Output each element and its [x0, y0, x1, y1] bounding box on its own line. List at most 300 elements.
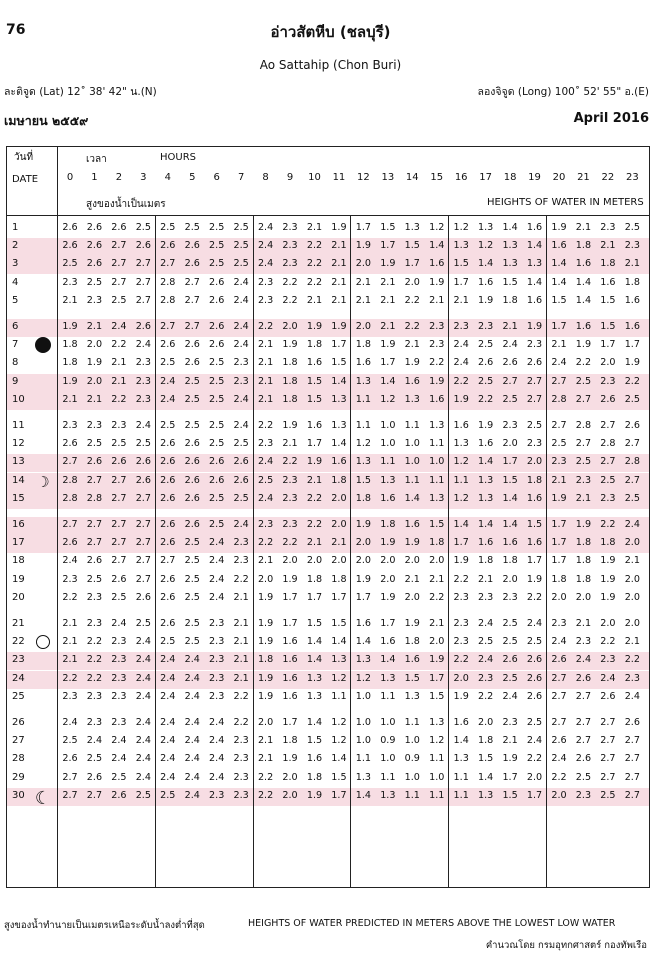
height-cell: 1.9 — [331, 222, 347, 233]
height-cell: 1.6 — [478, 276, 494, 288]
height-cell: 2.3 — [111, 672, 127, 684]
height-cell: 2.6 — [160, 492, 176, 504]
height-cell: 1.1 — [404, 789, 420, 801]
height-cell: 1.2 — [355, 672, 372, 684]
height-cell: 1.3 — [478, 474, 494, 486]
height-cell: 2.5 — [624, 393, 640, 405]
height-cell: 2.5 — [551, 438, 567, 450]
height-cell: 2.5 — [184, 222, 200, 233]
height-cell: 2.1 — [575, 492, 592, 504]
height-cell: 2.3 — [233, 357, 249, 369]
height-cell: 1.5 — [331, 618, 347, 629]
height-cell: 2.3 — [233, 537, 249, 549]
row-date: 10 — [12, 393, 25, 405]
height-cell: 2.2 — [282, 294, 298, 306]
height-cell: 2.7 — [111, 258, 127, 270]
height-cell: 2.5 — [184, 591, 200, 603]
height-cell: 2.4 — [160, 393, 176, 405]
height-cell: 2.7 — [111, 240, 127, 252]
height-cell: 2.5 — [600, 789, 616, 801]
height-cell: 1.2 — [355, 438, 372, 450]
height-cell: 2.7 — [600, 771, 616, 783]
row-date: 17 — [12, 537, 25, 549]
table-row — [0, 277, 661, 295]
height-cell: 1.9 — [86, 357, 103, 369]
height-cell: 2.3 — [257, 276, 274, 288]
height-cell: 2.4 — [135, 753, 151, 765]
height-cell: 1.1 — [429, 753, 445, 765]
height-cell: 1.9 — [380, 258, 396, 270]
hour-header: 19 — [528, 172, 541, 183]
height-cell: 2.4 — [160, 654, 176, 666]
height-cell: 1.5 — [600, 294, 616, 306]
height-cell: 2.4 — [526, 618, 543, 629]
height-cell: 1.8 — [575, 537, 592, 549]
height-cell: 2.2 — [62, 672, 78, 684]
height-cell: 2.4 — [160, 753, 176, 765]
height-cell: 2.6 — [160, 573, 176, 585]
height-cell: 2.7 — [600, 420, 616, 431]
height-cell: 2.4 — [160, 735, 176, 747]
height-cell: 2.1 — [624, 555, 640, 567]
height-cell: 1.9 — [526, 573, 543, 585]
height-cell: 1.8 — [306, 573, 323, 585]
height-cell: 1.7 — [551, 537, 567, 549]
height-cell: 1.6 — [624, 321, 640, 332]
height-cell: 2.3 — [526, 438, 543, 450]
header-day-thai: วันที่ — [14, 152, 34, 163]
height-cell: 2.5 — [257, 474, 274, 486]
height-cell: 2.7 — [600, 456, 616, 468]
height-cell: 1.1 — [355, 420, 372, 431]
height-cell: 2.1 — [355, 294, 372, 306]
height-cell: 2.0 — [355, 321, 372, 332]
height-cell: 2.7 — [62, 771, 78, 783]
height-cell: 2.8 — [160, 276, 176, 288]
height-cell: 2.4 — [233, 276, 249, 288]
height-cell: 2.0 — [624, 618, 640, 629]
height-cell: 2.8 — [62, 474, 78, 486]
height-cell: 1.6 — [453, 717, 469, 728]
height-cell: 2.4 — [184, 753, 200, 765]
height-cell: 2.4 — [160, 717, 176, 728]
table-row — [0, 787, 661, 809]
height-cell: 1.3 — [380, 672, 396, 684]
height-cell: 2.3 — [233, 789, 249, 801]
height-cell: 2.3 — [526, 339, 543, 351]
height-cell: 2.3 — [600, 654, 616, 666]
height-cell: 2.3 — [209, 618, 225, 629]
height-cell: 1.4 — [575, 294, 592, 306]
height-cell: 2.5 — [233, 492, 249, 504]
height-cell: 1.9 — [355, 519, 372, 530]
height-cell: 2.3 — [257, 519, 274, 530]
height-cell: 2.4 — [209, 555, 225, 567]
table-row — [0, 339, 661, 357]
height-cell: 1.3 — [380, 789, 396, 801]
hour-header: 17 — [479, 172, 492, 183]
height-cell: 2.3 — [575, 636, 592, 648]
height-cell: 1.8 — [306, 771, 323, 783]
height-cell: 2.1 — [111, 357, 127, 369]
height-cell: 2.5 — [111, 438, 127, 450]
height-cell: 2.4 — [135, 690, 151, 702]
height-cell: 2.0 — [526, 456, 543, 468]
hour-header: 14 — [405, 172, 419, 183]
height-cell: 2.2 — [257, 771, 274, 783]
height-cell: 1.9 — [526, 321, 543, 332]
height-cell: 2.5 — [135, 618, 151, 629]
height-cell: 2.7 — [600, 717, 616, 728]
height-cell: 2.8 — [551, 393, 567, 405]
height-cell: 1.9 — [355, 240, 372, 252]
height-cell: 2.4 — [62, 555, 78, 567]
height-cell: 2.6 — [233, 456, 249, 468]
height-cell: 1.9 — [257, 672, 274, 684]
height-cell: 1.0 — [380, 717, 396, 728]
height-cell: 2.2 — [478, 690, 494, 702]
height-cell: 1.0 — [380, 420, 396, 431]
height-cell: 2.2 — [257, 789, 274, 801]
height-cell: 1.6 — [355, 618, 372, 629]
height-cell: 2.3 — [282, 222, 298, 233]
height-cell: 1.6 — [624, 294, 640, 306]
height-cell: 1.7 — [453, 537, 469, 549]
height-cell: 2.0 — [282, 321, 298, 332]
hour-header: 8 — [262, 172, 269, 183]
height-cell: 2.2 — [282, 537, 298, 549]
height-cell: 2.2 — [282, 276, 298, 288]
height-cell: 2.5 — [502, 618, 518, 629]
height-cell: 2.2 — [429, 357, 445, 369]
hour-header: 2 — [115, 172, 123, 183]
height-cell: 2.0 — [355, 258, 372, 270]
height-cell: 1.5 — [380, 222, 396, 233]
height-cell: 1.6 — [404, 519, 420, 530]
height-cell: 1.1 — [453, 474, 469, 486]
height-cell: 2.8 — [86, 492, 103, 504]
height-cell: 2.5 — [209, 420, 225, 431]
height-cell: 2.3 — [600, 222, 616, 233]
height-cell: 2.2 — [478, 393, 494, 405]
height-cell: 2.6 — [551, 654, 567, 666]
height-cell: 2.1 — [86, 393, 103, 405]
row-date: 2 — [12, 240, 19, 252]
height-cell: 2.0 — [306, 555, 323, 567]
height-cell: 1.3 — [478, 789, 494, 801]
height-cell: 1.8 — [306, 339, 323, 351]
height-cell: 2.0 — [355, 537, 372, 549]
height-cell: 1.2 — [331, 672, 347, 684]
height-cell: 2.7 — [551, 690, 567, 702]
height-cell: 1.7 — [404, 258, 420, 270]
height-cell: 2.3 — [209, 636, 225, 648]
height-cell: 2.3 — [282, 240, 298, 252]
height-cell: 2.4 — [184, 771, 200, 783]
height-cell: 2.1 — [331, 240, 347, 252]
height-cell: 2.7 — [624, 474, 640, 486]
height-cell: 1.0 — [404, 456, 420, 468]
height-cell: 1.4 — [355, 789, 372, 801]
height-cell: 1.9 — [478, 420, 494, 431]
height-cell: 2.3 — [453, 591, 469, 603]
height-cell: 2.6 — [209, 321, 225, 332]
height-cell: 2.2 — [306, 519, 323, 530]
height-cell: 2.2 — [86, 654, 103, 666]
height-cell: 2.5 — [184, 537, 200, 549]
height-cell: 2.1 — [429, 294, 445, 306]
height-cell: 2.3 — [453, 618, 469, 629]
height-cell: 2.4 — [551, 636, 567, 648]
height-cell: 2.5 — [209, 258, 225, 270]
height-cell: 1.5 — [429, 519, 445, 530]
height-cell: 2.1 — [282, 438, 298, 450]
table-row — [0, 592, 661, 610]
height-cell: 2.6 — [184, 492, 200, 504]
hour-header: 7 — [237, 172, 245, 183]
height-cell: 2.7 — [111, 555, 127, 567]
height-cell: 1.7 — [502, 456, 518, 468]
height-cell: 2.3 — [600, 375, 616, 387]
height-cell: 1.4 — [502, 519, 518, 530]
height-cell: 2.3 — [233, 735, 249, 747]
hour-header: 21 — [577, 172, 590, 183]
height-cell: 2.8 — [600, 438, 616, 450]
height-cell: 2.3 — [233, 771, 249, 783]
table-row — [0, 295, 661, 313]
height-cell: 2.5 — [233, 240, 249, 252]
height-cell: 1.6 — [306, 753, 323, 765]
height-cell: 1.4 — [306, 636, 323, 648]
height-cell: 1.3 — [502, 258, 518, 270]
height-cell: 2.4 — [135, 420, 151, 431]
height-cell: 1.1 — [355, 393, 372, 405]
height-cell: 2.0 — [86, 375, 103, 387]
height-cell: 2.0 — [575, 591, 592, 603]
table-row — [0, 222, 661, 240]
row-date: 24 — [12, 672, 25, 684]
height-cell: 2.3 — [233, 753, 249, 765]
station-title-english: Ao Sattahip (Chon Buri) — [259, 58, 402, 72]
header-height-thai: สูงของน้ำเป็นเมตร — [86, 199, 166, 210]
height-cell: 2.7 — [624, 735, 640, 747]
height-cell: 2.1 — [62, 294, 78, 306]
height-cell: 1.3 — [404, 393, 420, 405]
height-cell: 1.4 — [404, 492, 420, 504]
height-cell: 2.2 — [526, 591, 543, 603]
height-cell: 2.1 — [233, 672, 249, 684]
height-cell: 1.6 — [282, 690, 298, 702]
height-cell: 2.6 — [160, 438, 176, 450]
height-cell: 2.4 — [86, 735, 103, 747]
height-cell: 1.9 — [282, 339, 298, 351]
hour-header: 20 — [552, 172, 566, 183]
height-cell: 2.7 — [111, 474, 127, 486]
row-date: 5 — [12, 294, 19, 306]
height-cell: 1.5 — [453, 258, 469, 270]
height-cell: 1.6 — [478, 537, 494, 549]
height-cell: 2.6 — [209, 276, 225, 288]
height-cell: 2.4 — [135, 771, 151, 783]
height-cell: 2.6 — [233, 474, 249, 486]
height-cell: 1.6 — [429, 258, 445, 270]
height-cell: 1.8 — [282, 735, 298, 747]
height-cell: 1.1 — [453, 771, 469, 783]
height-cell: 2.3 — [111, 654, 127, 666]
height-cell: 2.3 — [478, 672, 494, 684]
height-cell: 1.1 — [429, 474, 445, 486]
height-cell: 2.6 — [160, 456, 176, 468]
height-cell: 2.3 — [624, 240, 640, 252]
height-cell: 1.6 — [502, 537, 518, 549]
height-cell: 2.6 — [209, 456, 225, 468]
height-cell: 1.5 — [331, 357, 347, 369]
height-cell: 1.9 — [306, 321, 323, 332]
height-cell: 1.8 — [282, 375, 298, 387]
height-cell: 2.7 — [135, 573, 151, 585]
height-cell: 2.0 — [355, 555, 372, 567]
table-row — [0, 438, 661, 456]
row-date: 3 — [12, 258, 19, 270]
row-date: 15 — [12, 492, 25, 504]
height-cell: 2.3 — [624, 672, 640, 684]
height-cell: 2.1 — [257, 753, 274, 765]
height-cell: 2.1 — [331, 294, 347, 306]
height-cell: 1.9 — [257, 618, 274, 629]
height-cell: 2.5 — [209, 357, 225, 369]
height-cell: 1.4 — [331, 438, 347, 450]
height-cell: 1.1 — [331, 690, 347, 702]
height-cell: 2.3 — [575, 789, 592, 801]
height-cell: 1.5 — [306, 375, 323, 387]
table-row — [0, 519, 661, 537]
height-cell: 2.3 — [257, 294, 274, 306]
height-cell: 1.9 — [62, 321, 78, 332]
height-cell: 1.7 — [331, 591, 347, 603]
height-cell: 2.1 — [62, 654, 78, 666]
height-cell: 2.2 — [526, 753, 543, 765]
height-cell: 2.7 — [160, 258, 176, 270]
height-cell: 1.1 — [404, 474, 420, 486]
height-cell: 2.6 — [86, 222, 103, 233]
height-cell: 2.4 — [575, 654, 592, 666]
height-cell: 2.4 — [135, 672, 151, 684]
row-date: 23 — [12, 654, 25, 666]
height-cell: 2.5 — [184, 375, 200, 387]
height-cell: 2.5 — [209, 393, 225, 405]
height-cell: 2.5 — [111, 591, 127, 603]
height-cell: 2.2 — [551, 771, 567, 783]
height-cell: 2.4 — [160, 375, 176, 387]
height-cell: 2.5 — [502, 393, 518, 405]
height-cell: 1.9 — [429, 654, 445, 666]
height-cell: 2.6 — [135, 240, 151, 252]
height-cell: 2.5 — [160, 420, 176, 431]
height-cell: 1.1 — [429, 789, 445, 801]
height-cell: 1.7 — [624, 339, 640, 351]
height-cell: 2.1 — [380, 321, 396, 332]
height-cell: 1.3 — [355, 375, 372, 387]
hour-header: 3 — [140, 172, 147, 183]
height-cell: 1.3 — [526, 258, 543, 270]
height-cell: 2.5 — [86, 276, 103, 288]
first-quarter-moon-icon: ☽ — [36, 472, 50, 491]
height-cell: 1.3 — [429, 492, 445, 504]
height-cell: 2.7 — [526, 375, 543, 387]
height-cell: 1.9 — [282, 753, 298, 765]
height-cell: 1.6 — [380, 492, 396, 504]
row-date: 22 — [12, 636, 25, 648]
height-cell: 1.7 — [380, 240, 396, 252]
height-cell: 2.6 — [624, 420, 640, 431]
height-cell: 1.3 — [331, 393, 347, 405]
hour-header: 4 — [164, 172, 171, 183]
height-cell: 2.2 — [306, 240, 323, 252]
height-cell: 1.2 — [331, 717, 347, 728]
height-cell: 2.5 — [502, 636, 518, 648]
height-cell: 2.3 — [502, 717, 518, 728]
height-cell: 2.3 — [209, 672, 225, 684]
height-cell: 1.4 — [526, 276, 543, 288]
height-cell: 1.3 — [355, 456, 372, 468]
height-cell: 1.8 — [526, 474, 543, 486]
height-cell: 2.5 — [135, 438, 151, 450]
height-cell: 2.1 — [600, 240, 616, 252]
height-cell: 2.1 — [233, 618, 249, 629]
height-cell: 2.7 — [111, 492, 127, 504]
height-cell: 1.0 — [355, 735, 372, 747]
height-cell: 2.8 — [160, 294, 176, 306]
height-cell: 2.1 — [575, 618, 592, 629]
full-moon-icon — [34, 634, 52, 652]
height-cell: 2.0 — [404, 276, 420, 288]
hour-header: 1 — [91, 172, 98, 183]
height-cell: 2.3 — [111, 717, 127, 728]
hour-header: 22 — [601, 172, 615, 183]
height-cell: 2.2 — [306, 492, 323, 504]
height-cell: 2.7 — [600, 735, 616, 747]
height-cell: 1.9 — [453, 393, 469, 405]
height-cell: 2.4 — [184, 789, 200, 801]
height-cell: 1.9 — [600, 555, 616, 567]
height-cell: 1.6 — [331, 456, 347, 468]
height-cell: 1.4 — [429, 240, 445, 252]
height-cell: 1.9 — [429, 375, 445, 387]
height-cell: 2.6 — [160, 618, 176, 629]
height-cell: 1.9 — [355, 573, 372, 585]
height-cell: 2.6 — [86, 555, 103, 567]
row-date: 26 — [12, 717, 25, 728]
height-cell: 2.3 — [478, 321, 494, 332]
row-date: 29 — [12, 771, 25, 783]
height-cell: 2.3 — [282, 519, 298, 530]
height-cell: 2.0 — [624, 537, 640, 549]
height-cell: 2.1 — [380, 294, 396, 306]
table-row — [0, 618, 661, 636]
height-cell: 1.5 — [429, 690, 445, 702]
height-cell: 1.4 — [380, 375, 396, 387]
height-cell: 2.3 — [86, 420, 103, 431]
height-cell: 2.2 — [62, 591, 78, 603]
height-cell: 2.5 — [160, 636, 176, 648]
last-quarter-moon-icon: ☾ — [34, 787, 52, 809]
row-date: 28 — [12, 753, 25, 765]
height-cell: 2.5 — [233, 438, 249, 450]
height-cell: 2.7 — [111, 276, 127, 288]
height-cell: 1.6 — [575, 258, 592, 270]
height-cell: 2.5 — [575, 456, 592, 468]
height-cell: 1.6 — [355, 357, 372, 369]
